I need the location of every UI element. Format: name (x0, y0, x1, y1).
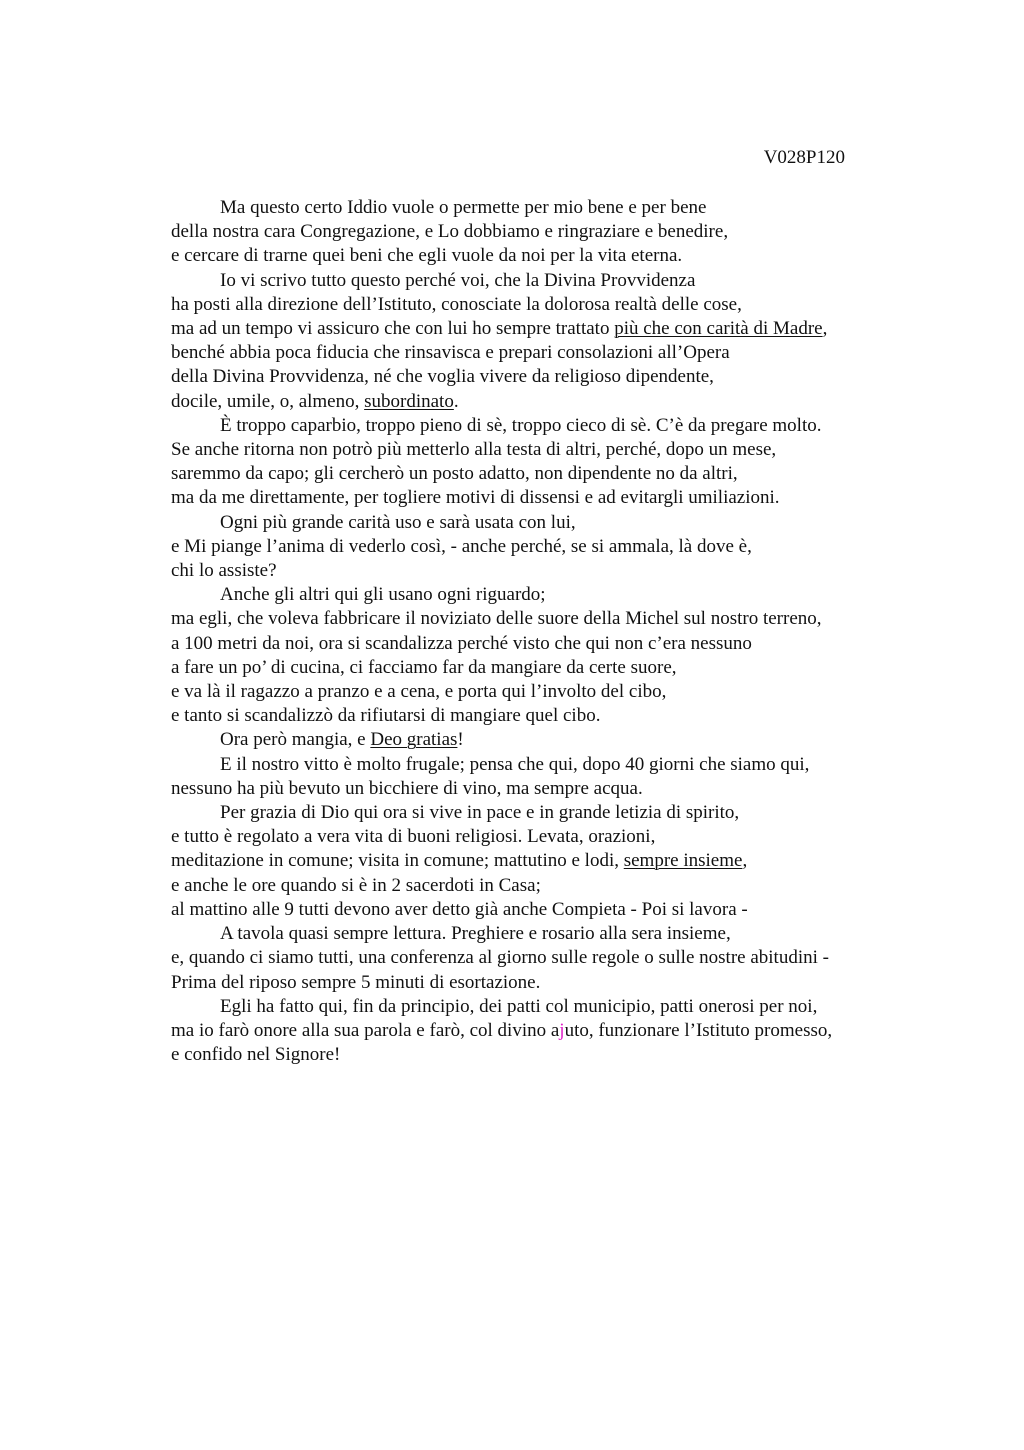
text-line: Se anche ritorna non potrò più metterlo alla testa di altri, perché, dopo un mese, (171, 439, 777, 461)
text-segment: docile, umile, o, almeno, (171, 390, 365, 412)
text-line: Ma questo certo Iddio vuole o permette per mio bene e per bene (220, 197, 707, 218)
underlined-phrase: sempre insieme (623, 850, 743, 872)
text-segment: , (742, 850, 748, 872)
text-line: e Mi piange l’anima di vederlo così, - anche perché, se si ammala, là dove è, (171, 535, 752, 557)
underlined-phrase: subordinato (364, 390, 454, 412)
text-line: È troppo caparbio, troppo pieno di sè, troppo cieco di sè. C’è da pregare molto. (220, 414, 822, 436)
text-segment: , (822, 318, 828, 340)
text-line: Prima del riposo sempre 5 minuti di esortazione. (171, 971, 541, 993)
text-segment: uto, funzionare l’Istituto promesso, (564, 1019, 833, 1041)
text-segment: ! (457, 729, 464, 751)
text-line: e anche le ore quando si è in 2 sacerdoti in Casa; (171, 874, 541, 896)
text-line (171, 390, 901, 414)
text-line: chi lo assiste? (171, 560, 277, 582)
text-line: e confido nel Signore! (171, 1044, 341, 1066)
text-line: Anche gli altri qui gli usano ogni riguardo; (220, 584, 546, 606)
text-line (171, 1019, 901, 1043)
text-line: Egli ha fatto qui, fin da principio, dei patti col municipio, patti onerosi per noi, (220, 995, 818, 1017)
text-line: a fare un po’ di cucina, ci facciamo far da mangiare da certe suore, (171, 656, 677, 678)
text-line: della nostra cara Congregazione, e Lo dobbiamo e ringraziare e benedire, (171, 221, 729, 243)
underlined-phrase: più che con carità di Madre (614, 318, 823, 340)
text-segment: ma ad un tempo vi assicuro che con lui ho sempre trattato (171, 318, 615, 340)
text-line: saremmo da capo; gli cercherò un posto adatto, non dipendente no da altri, (171, 463, 738, 485)
text-line: della Divina Provvidenza, né che voglia vivere da religioso dipendente, (171, 366, 714, 388)
text-segment: meditazione in comune; visita in comune; mattutino e lodi, (171, 850, 624, 872)
underlined-phrase: Deo gratias (370, 729, 458, 751)
text-line: e, quando ci siamo tutti, una conferenza al giorno sulle regole o sulle nostre abitudini - (171, 947, 829, 969)
text-line: a 100 metri da noi, ora si scandalizza perché visto che qui non c’era nessuno (171, 632, 752, 654)
text-line: nessuno ha più bevuto un bicchiere di vino, ma sempre acqua. (171, 777, 643, 799)
text-segment: ma io farò onore alla sua parola e farò, col divino a (171, 1019, 560, 1041)
text-line (171, 317, 901, 341)
text-segment: Ora però mangia, e (220, 729, 371, 751)
text-line: e va là il ragazzo a pranzo e a cena, e porta qui l’involto del cibo, (171, 681, 667, 703)
text-line: e cercare di trarne quei beni che egli vuole da noi per la vita eterna. (171, 245, 683, 267)
highlighted-letter: j (559, 1019, 565, 1041)
letter-body (171, 196, 901, 1067)
text-line: A tavola quasi sempre lettura. Preghiere e rosario alla sera insieme, (220, 923, 731, 945)
text-line (171, 849, 901, 873)
text-line: ma egli, che voleva fabbricare il noviziato delle suore della Michel sul nostro terreno, (171, 608, 822, 630)
text-line: Per grazia di Dio qui ora si vive in pace e in grande letizia di spirito, (220, 802, 740, 824)
text-line: al mattino alle 9 tutti devono aver detto già anche Compieta - Poi si lavora - (171, 898, 748, 920)
text-line: e tanto si scandalizzò da rifiutarsi di mangiare quel cibo. (171, 705, 601, 727)
text-line: ma da me direttamente, per togliere motivi di dissensi e ad evitargli umiliazioni. (171, 487, 780, 509)
text-line: Io vi scrivo tutto questo perché voi, che la Divina Provvidenza (220, 269, 696, 291)
text-line: e tutto è regolato a vera vita di buoni religiosi. Levata, orazioni, (171, 826, 656, 848)
page-reference: V028P120 (763, 147, 845, 168)
text-line: benché abbia poca fiducia che rinsavisca e prepari consolazioni all’Opera (171, 342, 730, 364)
text-line: E il nostro vitto è molto frugale; pensa che qui, dopo 40 giorni che siamo qui, (220, 753, 810, 775)
text-line: Ogni più grande carità uso e sarà usata con lui, (220, 511, 576, 533)
text-line (171, 728, 901, 752)
text-line: ha posti alla direzione dell’Istituto, conosciate la dolorosa realtà delle cose, (171, 293, 742, 315)
text-segment: . (453, 390, 459, 412)
